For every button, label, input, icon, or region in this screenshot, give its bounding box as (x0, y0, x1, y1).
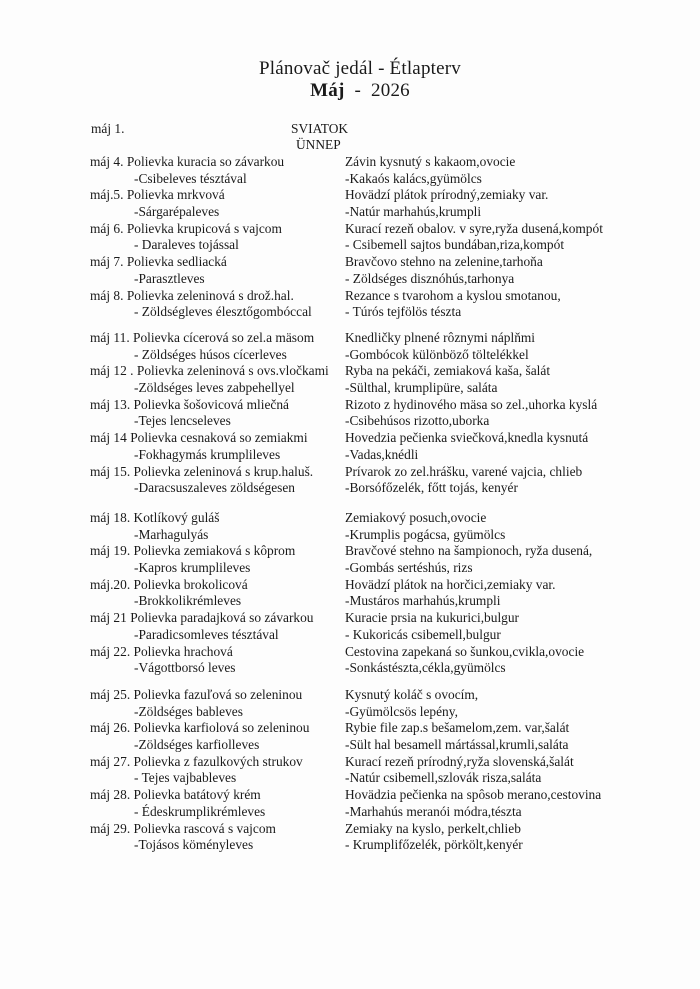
main-sk: Bravčové stehno na šampionoch, ryža dusená, (345, 543, 593, 559)
soup-hu: - Zöldséges húsos cícerleves (134, 346, 287, 362)
day-date: máj 18. (90, 510, 131, 525)
main-sk: Hovädzia pečienka na spôsob merano,cestovina (345, 787, 602, 803)
main-sk: Zemiaky na kyslo, perkelt,chlieb (345, 820, 521, 836)
soup-sk: Polievka cícerová so zel.a mäsom (133, 330, 315, 345)
soup-sk: Polievka zemiaková s kôprom (133, 543, 296, 559)
day-date: máj 8. (90, 287, 124, 303)
soup-sk: Polievka hrachová (133, 643, 233, 659)
main-hu: -Gombócok különböző töltelékkel (345, 346, 529, 362)
day-soup-line (90, 577, 248, 593)
soup-hu: -Zöldséges karfiolleves (134, 736, 260, 752)
main-sk: Knedličky plnené rôznymi náplňmi (345, 330, 536, 345)
day-soup-line (90, 821, 276, 837)
month-year-heading (0, 80, 700, 102)
main-hu: -Vadas,knédli (345, 446, 419, 462)
main-sk: Prívarok zo zel.hrášku, varené vajcia, chlieb (345, 463, 583, 479)
soup-hu: - Zöldségleves élesztőgombóccal (134, 304, 312, 320)
day-soup-line (90, 644, 233, 660)
day-soup-line (90, 510, 219, 526)
day-date: máj 12 . (90, 363, 134, 379)
day-date: máj 13. (90, 396, 131, 412)
main-hu: -Natúr csibemell,szlovák risza,saláta (345, 770, 542, 786)
soup-sk: Polievka mrkvová (126, 187, 225, 203)
day-soup-line (90, 288, 294, 304)
day-date: máj 7. (90, 254, 124, 270)
day-soup-line (90, 330, 314, 346)
heading-separator: - (354, 80, 362, 101)
soup-hu: -Zöldséges leves zabpehellyel (134, 379, 295, 395)
main-sk: Kuracie prsia na kukurici,bulgur (345, 610, 520, 626)
soup-sk: Polievka z fazulkových strukov (133, 753, 303, 769)
soup-sk: Polievka krupicová s vajcom (126, 220, 282, 236)
day-date: máj 29. (90, 820, 131, 836)
day-date: máj 19. (90, 543, 131, 559)
soup-hu: - Édeskrumplikrémleves (134, 803, 266, 819)
day-date: máj 27. (90, 753, 131, 769)
day-soup-line (90, 221, 282, 237)
day-soup-line (90, 754, 303, 770)
soup-sk: Polievka cesnaková so zemiakmi (130, 430, 308, 446)
main-hu: -Gombás sertéshús, rizs (345, 559, 473, 575)
soup-sk: Polievka batátový krém (133, 787, 261, 803)
soup-hu: -Paradicsomleves tésztával (134, 626, 279, 642)
soup-sk: Kotlíkový guláš (133, 510, 220, 525)
soup-hu: -Marhagulyás (134, 526, 209, 542)
main-sk: Rezance s tvarohom a kyslou smotanou, (345, 287, 561, 303)
day-soup-line (90, 430, 308, 446)
soup-sk: Polievka paradajková so závarkou (130, 610, 314, 626)
day-date: máj 14 (90, 430, 127, 446)
holiday-label-hu: ÜNNEP (296, 137, 341, 152)
main-sk: Rybie file zap.s bešamelom,zem. var,šalát (345, 720, 570, 736)
main-hu: - Zöldséges disznóhús,tarhonya (345, 270, 515, 286)
day-date: máj 26. (90, 720, 131, 736)
year-label: 2026 (371, 80, 410, 101)
main-hu: -Krumplis pogácsa, gyümölcs (345, 526, 506, 542)
main-sk: Rizoto z hydinového mäsa so zel.,uhorka kyslá (345, 396, 598, 412)
main-hu: - Csibemell sajtos bundában,riza,kompót (345, 237, 565, 253)
day-soup-line (90, 787, 261, 803)
holiday-date: máj 1. (91, 121, 125, 136)
main-hu: -Sülthal, krumplipüre, saláta (345, 379, 498, 395)
main-hu: - Kukoricás csibemell,bulgur (345, 626, 501, 642)
day-date: máj.20. (90, 576, 131, 592)
main-sk: Zemiakový posuch,ovocie (345, 510, 487, 525)
soup-sk: Polievka zeleninová s krup.haluš. (133, 463, 314, 479)
soup-sk: Polievka sedliacká (126, 254, 227, 270)
soup-sk: Polievka fazuľová so zeleninou (133, 687, 303, 702)
soup-sk: Polievka zeleninová s ovs.vločkami (136, 363, 329, 379)
soup-hu: -Parasztleves (134, 270, 205, 286)
day-date: máj 15. (90, 463, 131, 479)
day-soup-line (90, 363, 329, 379)
main-sk: Kysnutý koláč s ovocím, (345, 687, 479, 702)
soup-hu: - Daraleves tojással (134, 237, 239, 253)
main-hu: -Marhahús meranói módra,tészta (345, 803, 522, 819)
main-hu: - Túrós tejfölös tészta (345, 304, 462, 320)
day-date: máj.5. (90, 187, 124, 203)
main-hu: -Gyümölcsös lepény, (345, 703, 458, 719)
day-soup-line (90, 464, 313, 480)
page-title: Plánovač jedál - Étlapterv (259, 58, 461, 79)
soup-sk: Polievka kuracia so závarkou (126, 154, 285, 169)
soup-sk: Polievka šošovicová mliečná (133, 396, 289, 412)
day-soup-line (90, 397, 289, 413)
day-soup-line (90, 543, 295, 559)
soup-hu: -Kapros krumplileves (134, 559, 251, 575)
main-sk: Hovädzí plátok prírodný,zemiaky var. (345, 187, 549, 203)
day-soup-line (90, 687, 302, 703)
soup-hu: -Sárgarépaleves (134, 203, 220, 219)
day-soup-line (90, 720, 309, 736)
main-sk: Bravčovo stehno na zelenine,tarhoňa (345, 254, 543, 270)
month-label: Máj (310, 80, 345, 101)
day-date: máj 11. (90, 330, 130, 345)
main-hu: - Krumplifőzelék, pörkölt,kenyér (345, 837, 523, 853)
soup-hu: -Vágottborsó leves (134, 660, 236, 676)
day-soup-line (90, 610, 314, 626)
soup-hu: -Tojásos köményleves (134, 837, 254, 853)
soup-hu: -Tejes lencseleves (134, 413, 231, 429)
main-hu: -Sonkástészta,cékla,gyümölcs (345, 660, 506, 676)
main-hu: -Mustáros marhahús,krumpli (345, 593, 501, 609)
soup-hu: -Brokkolikrémleves (134, 593, 242, 609)
day-soup-line (90, 154, 284, 170)
main-sk: Závin kysnutý s kakaom,ovocie (345, 154, 516, 169)
main-hu: -Borsófőzelék, főtt tojás, kenyér (345, 480, 518, 496)
holiday-label-sk: SVIATOK (291, 121, 349, 136)
soup-sk: Polievka brokolicová (133, 576, 248, 592)
main-sk: Hovedzia pečienka sviečková,knedla kysnutá (345, 430, 589, 446)
soup-hu: - Tejes vajbableves (134, 770, 237, 786)
main-hu: -Kakaós kalács,gyümölcs (345, 170, 482, 186)
soup-hu: -Fokhagymás krumplileves (134, 446, 281, 462)
main-sk: Hovädzí plátok na horčici,zemiaky var. (345, 576, 556, 592)
day-date: máj 25. (90, 687, 131, 702)
main-sk: Ryba na pekáči, zemiaková kaša, šalát (345, 363, 551, 379)
main-sk: Cestovina zapekaná so šunkou,cvikla,ovocie (345, 643, 585, 659)
soup-hu: -Csibeleves tésztával (134, 170, 247, 186)
day-date: máj 28. (90, 787, 131, 803)
soup-sk: Polievka zeleninová s drož.hal. (126, 287, 294, 303)
day-date: máj 6. (90, 220, 124, 236)
soup-sk: Polievka karfiolová so zeleninou (133, 720, 310, 736)
main-sk: Kurací rezeň obalov. v syre,ryža dusená,kompót (345, 220, 603, 236)
main-hu: -Natúr marhahús,krumpli (345, 203, 482, 219)
main-hu: -Sült hal besamell mártással,krumli,saláta (345, 736, 569, 752)
soup-hu: -Daracsuszaleves zöldségesen (134, 480, 295, 496)
soup-hu: -Zöldséges bableves (134, 703, 243, 719)
day-date: máj 21 (90, 610, 127, 626)
main-sk: Kurací rezeň prírodný,ryža slovenská,šalát (345, 753, 574, 769)
main-hu: -Csibehúsos rizotto,uborka (345, 413, 490, 429)
day-date: máj 22. (90, 643, 131, 659)
day-soup-line (90, 187, 225, 203)
day-soup-line (90, 254, 227, 270)
day-date: máj 4. (90, 154, 124, 169)
soup-sk: Polievka rascová s vajcom (133, 820, 276, 836)
